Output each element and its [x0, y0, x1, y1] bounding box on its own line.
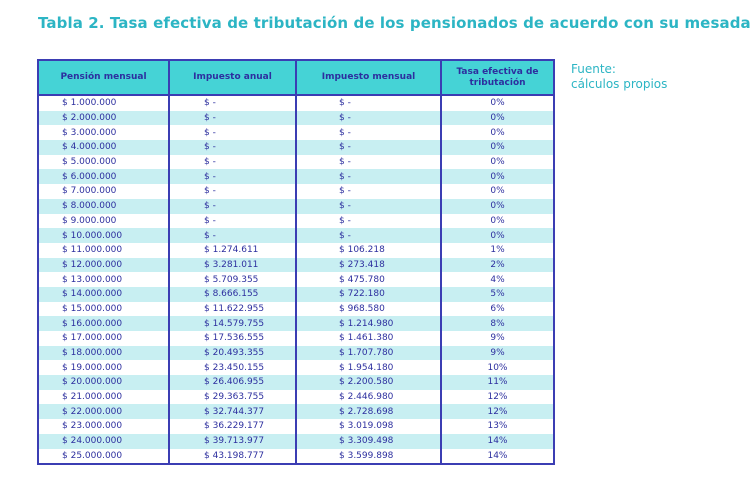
cell-tasa-efectiva: 8%: [441, 316, 554, 331]
cell-impuesto-mensual: $ -: [296, 184, 441, 199]
cell-impuesto-anual: $ 29.363.755: [169, 390, 296, 405]
cell-impuesto-mensual: $ -: [296, 169, 441, 184]
table-title: Tabla 2. Tasa efectiva de tributación de los pensionados de acuerdo con su mesada: [38, 14, 751, 32]
cell-impuesto-mensual: $ -: [296, 214, 441, 229]
cell-tasa-efectiva: 0%: [441, 184, 554, 199]
cell-impuesto-mensual: $ 722.180: [296, 287, 441, 302]
cell-pension-mensual: $ 15.000.000: [38, 302, 169, 317]
cell-impuesto-anual: $ 14.579.755: [169, 316, 296, 331]
cell-impuesto-mensual: $ 1.461.380: [296, 331, 441, 346]
table-row: [38, 140, 554, 155]
cell-impuesto-anual: $ 5.709.355: [169, 272, 296, 287]
cell-pension-mensual: $ 9.000.000: [38, 214, 169, 229]
cell-tasa-efectiva: 5%: [441, 287, 554, 302]
tax-rate-table: [37, 59, 555, 465]
cell-tasa-efectiva: 9%: [441, 346, 554, 361]
cell-pension-mensual: $ 10.000.000: [38, 228, 169, 243]
header-pension-mensual: Pensión mensual: [38, 60, 169, 95]
cell-pension-mensual: $ 17.000.000: [38, 331, 169, 346]
cell-impuesto-mensual: $ 1.954.180: [296, 360, 441, 375]
cell-impuesto-mensual: $ 2.200.580: [296, 375, 441, 390]
cell-pension-mensual: $ 3.000.000: [38, 125, 169, 140]
cell-impuesto-mensual: $ 1.214.980: [296, 316, 441, 331]
table-row: [38, 272, 554, 287]
cell-tasa-efectiva: 0%: [441, 228, 554, 243]
cell-impuesto-anual: $ 8.666.155: [169, 287, 296, 302]
cell-pension-mensual: $ 24.000.000: [38, 434, 169, 449]
cell-tasa-efectiva: 1%: [441, 243, 554, 258]
cell-tasa-efectiva: 0%: [441, 140, 554, 155]
cell-impuesto-anual: $ -: [169, 111, 296, 126]
cell-impuesto-mensual: $ -: [296, 228, 441, 243]
cell-impuesto-anual: $ 3.281.011: [169, 258, 296, 273]
cell-impuesto-anual: $ 11.622.955: [169, 302, 296, 317]
cell-impuesto-anual: $ -: [169, 184, 296, 199]
cell-impuesto-mensual: $ 2.728.698: [296, 404, 441, 419]
table-row: [38, 331, 554, 346]
cell-pension-mensual: $ 21.000.000: [38, 390, 169, 405]
table-row: [38, 95, 554, 111]
table-header: [38, 60, 554, 95]
table-row: [38, 390, 554, 405]
source-note: [571, 62, 667, 92]
cell-tasa-efectiva: 4%: [441, 272, 554, 287]
cell-impuesto-mensual: $ -: [296, 140, 441, 155]
cell-impuesto-anual: $ 43.198.777: [169, 449, 296, 465]
cell-impuesto-mensual: $ 3.599.898: [296, 449, 441, 465]
cell-impuesto-anual: $ -: [169, 95, 296, 111]
cell-tasa-efectiva: 0%: [441, 169, 554, 184]
cell-impuesto-mensual: $ 106.218: [296, 243, 441, 258]
cell-tasa-efectiva: 11%: [441, 375, 554, 390]
cell-tasa-efectiva: 12%: [441, 404, 554, 419]
cell-impuesto-anual: $ -: [169, 140, 296, 155]
cell-pension-mensual: $ 16.000.000: [38, 316, 169, 331]
table-row: [38, 258, 554, 273]
cell-tasa-efectiva: 0%: [441, 95, 554, 111]
table-row: [38, 346, 554, 361]
cell-pension-mensual: $ 5.000.000: [38, 155, 169, 170]
cell-impuesto-anual: $ 23.450.155: [169, 360, 296, 375]
cell-impuesto-mensual: $ -: [296, 125, 441, 140]
cell-impuesto-mensual: $ -: [296, 111, 441, 126]
cell-pension-mensual: $ 13.000.000: [38, 272, 169, 287]
cell-tasa-efectiva: 0%: [441, 199, 554, 214]
cell-impuesto-mensual: $ -: [296, 155, 441, 170]
cell-impuesto-mensual: $ -: [296, 95, 441, 111]
cell-pension-mensual: $ 19.000.000: [38, 360, 169, 375]
cell-pension-mensual: $ 6.000.000: [38, 169, 169, 184]
cell-pension-mensual: $ 7.000.000: [38, 184, 169, 199]
cell-tasa-efectiva: 0%: [441, 111, 554, 126]
cell-pension-mensual: $ 25.000.000: [38, 449, 169, 465]
cell-pension-mensual: $ 4.000.000: [38, 140, 169, 155]
header-tasa-efectiva: Tasa efectiva de tributación: [441, 60, 554, 95]
cell-pension-mensual: $ 20.000.000: [38, 375, 169, 390]
cell-pension-mensual: $ 18.000.000: [38, 346, 169, 361]
cell-pension-mensual: $ 8.000.000: [38, 199, 169, 214]
cell-tasa-efectiva: 13%: [441, 419, 554, 434]
table-row: [38, 287, 554, 302]
table-row: [38, 375, 554, 390]
cell-tasa-efectiva: 0%: [441, 214, 554, 229]
cell-impuesto-mensual: $ 968.580: [296, 302, 441, 317]
cell-impuesto-anual: $ 20.493.355: [169, 346, 296, 361]
table-row: [38, 214, 554, 229]
cell-impuesto-mensual: $ 2.446.980: [296, 390, 441, 405]
source-text: cálculos propios: [571, 77, 668, 91]
cell-impuesto-anual: $ -: [169, 228, 296, 243]
cell-pension-mensual: $ 1.000.000: [38, 95, 169, 111]
cell-impuesto-anual: $ -: [169, 214, 296, 229]
cell-tasa-efectiva: 14%: [441, 449, 554, 465]
table-row: [38, 449, 554, 465]
cell-impuesto-anual: $ -: [169, 125, 296, 140]
table-row: [38, 243, 554, 258]
table-row: [38, 434, 554, 449]
cell-pension-mensual: $ 2.000.000: [38, 111, 169, 126]
table-body: [38, 95, 554, 464]
table-row: [38, 155, 554, 170]
table-row: [38, 228, 554, 243]
table-row: [38, 419, 554, 434]
table-row: [38, 302, 554, 317]
source-label: Fuente:: [571, 62, 616, 76]
cell-impuesto-mensual: $ 273.418: [296, 258, 441, 273]
cell-impuesto-anual: $ 1.274.611: [169, 243, 296, 258]
header-impuesto-mensual: Impuesto mensual: [296, 60, 441, 95]
table-row: [38, 404, 554, 419]
cell-impuesto-anual: $ 17.536.555: [169, 331, 296, 346]
cell-impuesto-mensual: $ 3.309.498: [296, 434, 441, 449]
cell-tasa-efectiva: 0%: [441, 125, 554, 140]
cell-impuesto-mensual: $ -: [296, 199, 441, 214]
table-row: [38, 184, 554, 199]
header-impuesto-anual: Impuesto anual: [169, 60, 296, 95]
cell-tasa-efectiva: 12%: [441, 390, 554, 405]
table-row: [38, 316, 554, 331]
cell-tasa-efectiva: 10%: [441, 360, 554, 375]
table-row: [38, 199, 554, 214]
cell-tasa-efectiva: 0%: [441, 155, 554, 170]
cell-pension-mensual: $ 11.000.000: [38, 243, 169, 258]
header-row: [38, 60, 554, 95]
cell-tasa-efectiva: 6%: [441, 302, 554, 317]
cell-impuesto-anual: $ -: [169, 199, 296, 214]
cell-impuesto-mensual: $ 475.780: [296, 272, 441, 287]
table-row: [38, 169, 554, 184]
cell-pension-mensual: $ 12.000.000: [38, 258, 169, 273]
cell-impuesto-mensual: $ 1.707.780: [296, 346, 441, 361]
cell-impuesto-anual: $ 26.406.955: [169, 375, 296, 390]
cell-pension-mensual: $ 14.000.000: [38, 287, 169, 302]
cell-impuesto-anual: $ 39.713.977: [169, 434, 296, 449]
table-row: [38, 360, 554, 375]
cell-impuesto-anual: $ -: [169, 169, 296, 184]
cell-impuesto-anual: $ -: [169, 155, 296, 170]
cell-impuesto-anual: $ 36.229.177: [169, 419, 296, 434]
cell-impuesto-mensual: $ 3.019.098: [296, 419, 441, 434]
table-row: [38, 125, 554, 140]
cell-tasa-efectiva: 9%: [441, 331, 554, 346]
table-row: [38, 111, 554, 126]
cell-tasa-efectiva: 2%: [441, 258, 554, 273]
cell-impuesto-anual: $ 32.744.377: [169, 404, 296, 419]
cell-pension-mensual: $ 22.000.000: [38, 404, 169, 419]
cell-tasa-efectiva: 14%: [441, 434, 554, 449]
cell-pension-mensual: $ 23.000.000: [38, 419, 169, 434]
